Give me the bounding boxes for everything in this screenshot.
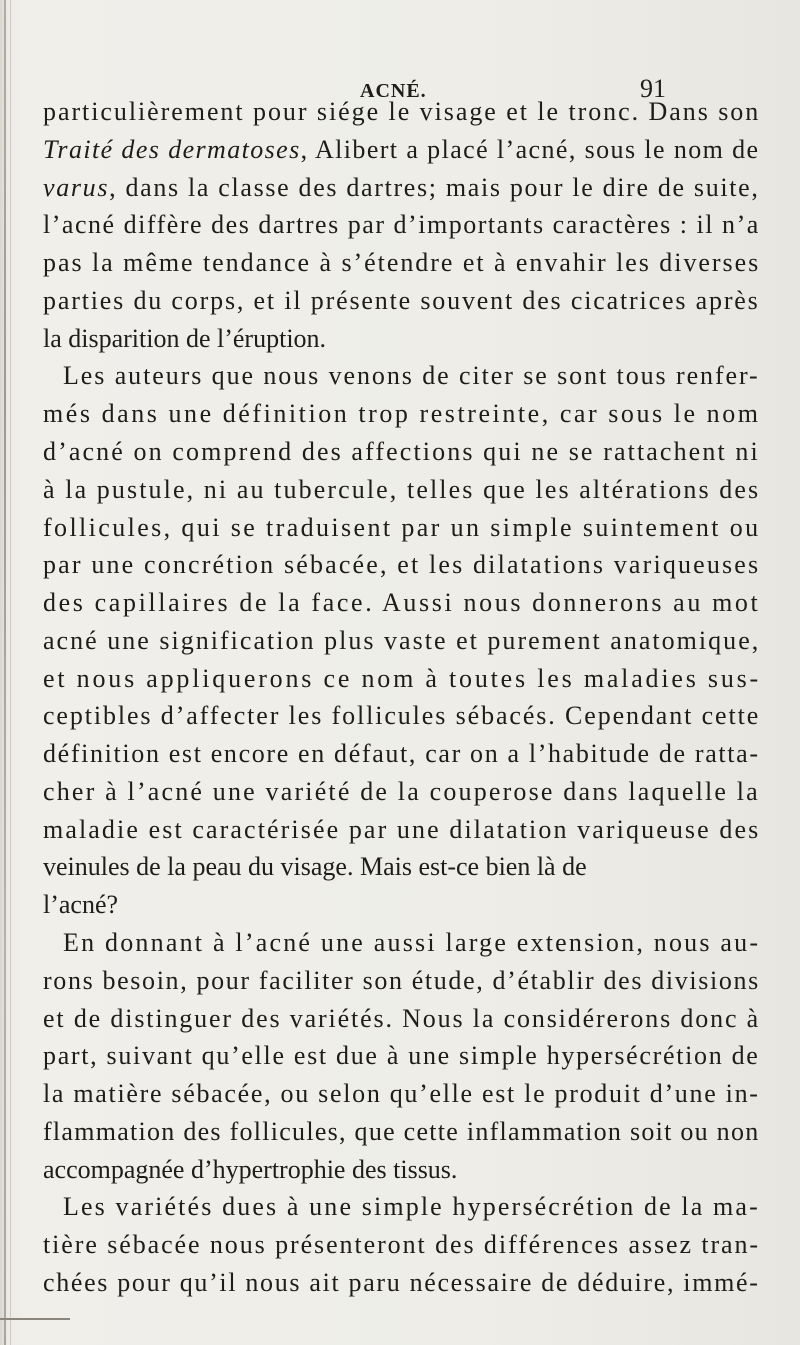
line-text: [43, 132, 760, 168]
text-line: [0, 358, 800, 394]
text-line: [0, 283, 800, 319]
text-line: [0, 434, 800, 470]
text-line: [0, 1265, 800, 1301]
text-line: [0, 963, 800, 999]
line-text: Les auteurs que nous venons de citer se sont tous renfer-: [63, 361, 760, 391]
italic-title: Traité des dermatoses: [43, 134, 301, 164]
line-text: des capillaires de la face. Aussi nous donnerons au mot: [43, 588, 761, 618]
text-line: [0, 207, 800, 243]
text-line: [0, 472, 800, 508]
line-text: et de distinguer des variétés. Nous la considérerons donc à: [43, 1003, 761, 1033]
italic-title: varus: [43, 172, 110, 202]
text-line: [0, 396, 800, 432]
line-text: chées pour qu’il nous ait paru nécessaire de déduire, immé-: [43, 1268, 760, 1297]
text-line: [0, 1152, 800, 1188]
line-text: maladie est caractérisée par une dilatation variqueuse des: [43, 814, 761, 844]
text-line: [0, 812, 800, 848]
text-line: [0, 1076, 800, 1112]
text-line: [0, 887, 800, 923]
running-title: ACNÉ.: [360, 80, 427, 102]
line-text: et nous appliquerons ce nom à toutes les maladies sus-: [43, 663, 762, 693]
line-text: veinules de la peau du visage. Mais est-ce bien là de: [43, 852, 587, 882]
line-text: [43, 170, 760, 206]
line-text: Les variétés dues à une simple hypersécrétion de la ma-: [63, 1192, 760, 1222]
line-text: l’acné?: [43, 890, 119, 920]
line-text: l’acné diffère des dartres par d’importants caractères : il n’a: [43, 210, 760, 240]
text-line: [0, 1189, 800, 1225]
line-text: pas la même tendance à s’étendre et à envahir les diverses: [43, 248, 761, 278]
text-line: [0, 510, 800, 546]
line-text: flammation des follicules, que cette inflammation soit ou non: [43, 1116, 760, 1146]
text-line: [0, 925, 800, 961]
line-text: En donnant à l’acné une aussi large extension, nous au-: [63, 928, 761, 958]
line-text: par une concrétion sébacée, et les dilatations variqueuses: [43, 550, 761, 580]
text-line: [0, 245, 800, 281]
line-text: accompagnée d’hypertrophie des tissus.: [43, 1154, 458, 1184]
text-line: [0, 585, 800, 621]
line-text: cher à l’acné une variété de la couperose dans laquelle la: [43, 776, 760, 806]
line-text: tière sébacée nous présenteront des différences assez tran-: [43, 1230, 761, 1260]
text-line: [0, 774, 800, 810]
text-line: [0, 1227, 800, 1263]
line-text-rest: , dans la classe des dartres; mais pour le dire de suite,: [109, 172, 760, 202]
line-text: d’acné on comprend des affections qui ne se rattachent ni: [43, 436, 760, 466]
line-text: part, suivant qu’elle est due à une simple hypersécrétion de: [43, 1041, 760, 1071]
text-line: [0, 547, 800, 583]
line-text: follicules, qui se traduisent par un simple suintement ou: [43, 512, 761, 542]
page-number: 91: [640, 74, 666, 103]
line-text: la disparition de l’éruption.: [43, 323, 327, 353]
line-text: més dans une définition trop restreinte, car sous le nom: [43, 399, 761, 429]
text-line: [0, 94, 800, 130]
line-text: particulièrement pour siége le visage et le tronc. Dans son: [43, 97, 761, 126]
line-text: parties du corps, et il présente souvent des cicatrices après: [43, 285, 760, 315]
page-edge-mark: [0, 1318, 70, 1320]
text-line: [0, 1038, 800, 1074]
line-text: acné une signification plus vaste et purement anatomique,: [43, 625, 761, 655]
text-line: [0, 849, 800, 885]
text-line: [0, 1001, 800, 1037]
line-text: ceptibles d’affecter les follicules sébacés. Cependant cette: [43, 701, 761, 731]
text-line: [0, 321, 800, 357]
text-line: [0, 1114, 800, 1150]
line-text: la matière sébacée, ou selon qu’elle est le produit d’une in-: [43, 1079, 760, 1109]
text-line: [0, 170, 800, 206]
text-line: [0, 698, 800, 734]
text-line: [0, 661, 800, 697]
line-text: définition est encore en défaut, car on a l’habitude de ratta-: [43, 739, 760, 769]
text-line: [0, 132, 800, 168]
line-text: rons besoin, pour faciliter son étude, d’établir des divisions: [43, 965, 760, 995]
text-line: [0, 623, 800, 659]
line-text: à la pustule, ni au tubercule, telles que les altérations des: [43, 474, 761, 504]
line-text-rest: , Alibert a placé l’acné, sous le nom de: [300, 134, 760, 164]
text-line: [0, 736, 800, 772]
